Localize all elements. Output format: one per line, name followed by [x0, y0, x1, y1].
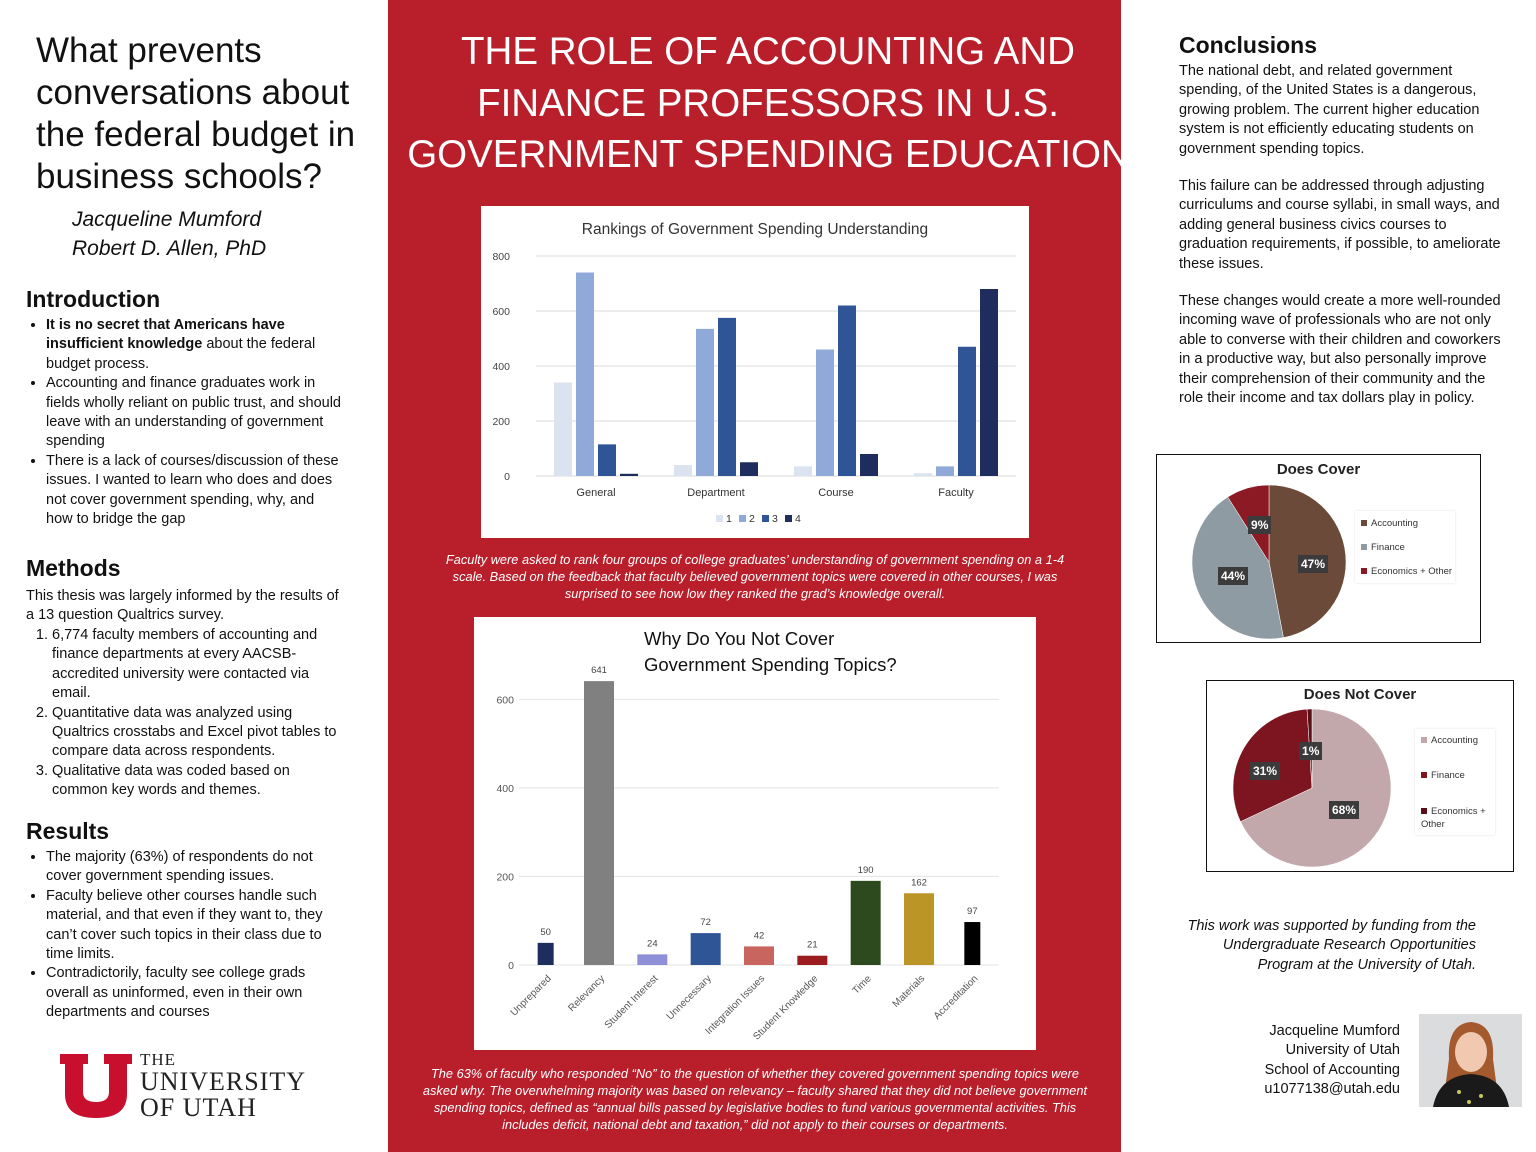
chart2-xtick-label: Materials — [890, 973, 928, 1010]
chart2-bar-student-knowledge — [797, 956, 827, 965]
legend-swatch-econ-other — [1361, 568, 1367, 574]
results-list — [26, 848, 344, 1023]
chart1-ytick-label: 400 — [492, 361, 510, 373]
chart1-legend-swatch-2 — [739, 515, 746, 522]
intro-bullet-2: • Accounting and finance graduates work in fields wholly reliant on public trust, and should leave with an understanding of government spending — [46, 374, 344, 452]
pie2-label-finance-value: 31 — [1253, 764, 1267, 778]
chart2-data-label: 50 — [540, 926, 551, 938]
chart2-ytick-label: 0 — [508, 960, 514, 972]
rankings-chart-box — [481, 206, 1029, 538]
does-cover-legend — [1355, 511, 1455, 583]
legend-label-finance: Finance — [1371, 542, 1405, 553]
author-2: Robert D. Allen, PhD — [72, 237, 267, 260]
pie-label-accounting-value: 47 — [1301, 557, 1315, 571]
legend-label-accounting-2: Accounting — [1431, 735, 1479, 746]
chart2-data-label: 42 — [753, 930, 765, 942]
legend-label-econ-other: Economics + Other — [1371, 566, 1453, 577]
chart1-legend-label-1: 1 — [726, 513, 732, 525]
legend-swatch-accounting-2 — [1421, 737, 1427, 743]
conclusions-paragraph-1: The national debt, and related government spending, of the United States is a dangerous, growing problem. The current higher education system is not efficiently educating students on government spending topics. — [1179, 63, 1480, 157]
does-not-cover-pie-box — [1206, 680, 1514, 872]
chart1-title: Rankings of Government Spending Understanding — [581, 221, 929, 238]
chart1-legend-label-3: 3 — [772, 513, 778, 525]
chart1-bar-faculty-4 — [980, 289, 998, 476]
chart1-bar-course-1 — [794, 466, 812, 476]
author-1: Jacqueline Mumford — [72, 208, 262, 231]
chart1-bar-general-4 — [620, 474, 638, 476]
chart2-bar-student-interest — [637, 954, 667, 965]
pie-label-finance-pct: 44% — [1218, 567, 1248, 585]
chart1-ytick-label: 200 — [492, 416, 510, 428]
chart2-data-label: 97 — [967, 906, 978, 918]
chart2-data-label: 162 — [911, 877, 927, 889]
intro-bullet-1 — [46, 316, 344, 374]
conclusions-paragraph-2: This failure can be addressed through adjusting curriculums and course syllabi, in small ways, and adding general business civics courses to graduation requirements, if possible, to ameliorate these issues. — [1179, 178, 1501, 272]
legend-item-econ-other — [1361, 566, 1452, 577]
legend-label-finance-2: Finance — [1431, 770, 1465, 781]
intro-bullet-1-bold: It is no secret that Americans have insufficient knowledge — [46, 317, 285, 353]
chart1-legend-label-4: 4 — [795, 513, 801, 525]
chart1-bar-course-4 — [860, 454, 878, 476]
chart2-bar-integration-issues — [744, 946, 774, 965]
chart1-xtick-label: Faculty — [938, 487, 974, 499]
pie2-label-accounting-value: 68 — [1332, 803, 1346, 817]
poster-question-title: What prevents conversations about the federal budget in business schools? — [36, 31, 356, 196]
legend-item-accounting — [1361, 518, 1418, 529]
chart1-legend-label-2: 2 — [749, 513, 755, 525]
legend-swatch-finance-2 — [1421, 772, 1427, 778]
contact-email[interactable]: u1077138@utah.edu — [1264, 1081, 1400, 1098]
chart2-data-label: 72 — [700, 917, 711, 929]
conclusions-heading: Conclusions — [1179, 32, 1318, 58]
legend-label-econ-other-2: Economics + Other — [1421, 806, 1486, 830]
chart1-xtick-label: General — [576, 487, 616, 499]
chart2-bar-accreditation — [964, 922, 980, 965]
why-not-cover-bar-chart — [474, 617, 1036, 1050]
funding-acknowledgement: This work was supported by funding from the Undergraduate Research Opportunities Program at the University of Utah. — [1187, 918, 1476, 973]
chart1-bar-course-2 — [816, 350, 834, 477]
chart1-xtick-label: Course — [818, 487, 854, 499]
contact-university: University of Utah — [1285, 1042, 1400, 1059]
chart1-bar-department-2 — [696, 329, 714, 476]
chart2-data-label: 21 — [807, 939, 818, 951]
chart1-xtick-label: Department — [687, 487, 745, 499]
university-u-logo — [58, 1052, 134, 1120]
chart1-legend-swatch-4 — [785, 515, 792, 522]
does-not-cover-legend — [1415, 729, 1495, 835]
legend-label-accounting: Accounting — [1371, 518, 1419, 529]
chart1-bar-course-3 — [838, 306, 856, 477]
logo-text-of-utah: OF UTAH — [140, 1093, 257, 1122]
chart1-bar-general-3 — [598, 444, 616, 476]
methods-heading: Methods — [26, 555, 121, 581]
chart2-ytick-label: 200 — [496, 871, 514, 884]
chart1-ytick-label: 0 — [504, 471, 510, 483]
chart2-data-label: 24 — [647, 938, 658, 950]
results-heading: Results — [26, 818, 110, 844]
chart2-xtick-label: Accreditation — [931, 973, 981, 1023]
pie-label-finance-value: 44 — [1221, 569, 1235, 583]
results-bullet-2: • Faculty believe other courses handle such material, and that even if they want to, they can’t cover such topics in their class due to time limits. — [46, 887, 344, 965]
rankings-caption: Faculty were asked to rank four groups of college graduates’ understanding of government spending on a 1-4 scale. Based on the feedback that faculty believed government topics were covered in other courses, I was surprised to see how low they ranked the grad’s knowledge overall. — [445, 552, 1065, 601]
does-cover-title: Does Cover — [1276, 461, 1361, 478]
does-cover-pie-box — [1156, 454, 1481, 643]
chart2-xtick-label: Unnecessary — [664, 973, 714, 1023]
methods-item-3: 3. Qualitative data was coded based on common key words and themes. — [52, 762, 344, 801]
chart1-legend-swatch-3 — [762, 515, 769, 522]
chart2-bar-time — [851, 881, 881, 965]
chart1-ytick-label: 800 — [492, 251, 510, 263]
chart2-title-line1: Why Do You Not Cover — [644, 628, 835, 649]
introduction-list — [26, 316, 344, 529]
methods-item-2: 2. Quantitative data was analyzed using Qualtrics crosstabs and Excel pivot tables to compare data across respondents. — [52, 704, 344, 762]
results-bullet-1: • The majority (63%) of respondents do not cover government spending issues. — [46, 848, 344, 887]
logo-text-university: UNIVERSITY — [140, 1067, 306, 1096]
chart2-data-label: 641 — [591, 665, 607, 677]
chart2-bar-unnecessary — [691, 933, 721, 965]
results-bullet-3: • Contradictorily, faculty see college grads overall as uninformed, even in their own departments and courses — [46, 964, 344, 1022]
contact-school: School of Accounting — [1264, 1061, 1400, 1078]
legend-item-finance-2 — [1421, 770, 1465, 781]
chart2-xtick-label: Relevancy — [566, 973, 608, 1015]
legend-swatch-econ-other-2 — [1421, 808, 1427, 814]
legend-item-accounting-2 — [1421, 735, 1478, 746]
legend-swatch-finance — [1361, 544, 1367, 550]
chart2-bar-unprepared — [538, 943, 554, 965]
legend-swatch-accounting — [1361, 520, 1367, 526]
chart1-bar-faculty-3 — [958, 347, 976, 476]
chart2-bar-materials — [904, 893, 934, 965]
why-not-cover-chart-box — [474, 617, 1036, 1050]
chart1-bar-general-1 — [554, 383, 572, 477]
chart1-ytick-label: 600 — [492, 306, 510, 318]
chart1-bar-faculty-2 — [936, 466, 954, 476]
contact-name: Jacqueline Mumford — [1269, 1023, 1400, 1039]
poster-main-title: THE ROLE OF ACCOUNTING AND FINANCE PROFESSORS IN U.S. GOVERNMENT SPENDING EDUCATION — [407, 30, 1129, 176]
chart2-xtick-label: Student Knowledge — [751, 973, 821, 1043]
legend-item-finance — [1361, 542, 1405, 553]
author-photo — [1419, 1014, 1522, 1107]
logo-text-the: THE — [140, 1050, 177, 1069]
pie2-label-accounting-pct: 68% — [1329, 801, 1359, 819]
chart2-data-label: 190 — [857, 864, 874, 876]
chart1-legend-swatch-1 — [716, 515, 723, 522]
pie-label-econ-value: 9 — [1251, 518, 1258, 532]
introduction-heading: Introduction — [26, 286, 161, 312]
why-not-cover-caption: The 63% of faculty who responded “No” to the question of whether they covered government spending topics were asked why. The overwhelming majority was based on relevancy – faculty shared that they did not believe government spending topics, defined as “annual bills passed by legislative bodies to fund various governmental activities. This includes deficit, national debt and taxation,” did not apply to their courses or departments. — [422, 1066, 1088, 1132]
pie2-label-econ-value: 1 — [1302, 744, 1309, 758]
chart2-xtick-label: Time — [850, 973, 874, 997]
chart2-xtick-label: Student Interest — [602, 973, 661, 1032]
chart1-bar-department-3 — [718, 318, 736, 476]
rankings-bar-chart — [481, 206, 1029, 538]
chart1-bar-department-4 — [740, 462, 758, 476]
pie2-label-finance-pct: 31% — [1250, 762, 1280, 780]
legend-item-econ-other-2 — [1421, 805, 1491, 831]
chart2-xtick-label: Unprepared — [508, 973, 554, 1019]
intro-bullet-1-rest: about the federal budget process. — [46, 336, 316, 372]
pie2-label-econ-pct: 1% — [1299, 742, 1322, 760]
chart2-ytick-label: 400 — [496, 782, 514, 795]
chart1-bar-department-1 — [674, 465, 692, 476]
methods-lead: This thesis was largely informed by the results of a 13 question Qualtrics survey. — [26, 588, 339, 624]
chart2-title-line2: Government Spending Topics? — [644, 654, 897, 675]
methods-list — [26, 626, 344, 801]
chart2-xtick-label: Integration Issues — [703, 973, 768, 1037]
chart2-bar-relevancy — [584, 681, 614, 965]
contact-block — [1200, 1022, 1400, 1100]
does-not-cover-title: Does Not Cover — [1303, 686, 1417, 703]
chart1-bar-general-2 — [576, 273, 594, 477]
methods-item-1: 1. 6,774 faculty members of accounting and finance departments at every AACSB-accredited university were contacted via email. — [52, 626, 344, 704]
chart2-ytick-label: 600 — [496, 694, 514, 707]
intro-bullet-3: • There is a lack of courses/discussion of these issues. I wanted to learn who does and does not cover government spending, why, and how to bridge the gap — [46, 452, 344, 530]
conclusions-paragraph-3: These changes would create a more well-rounded incoming wave of professionals who are not only able to converse with their children and coworkers in a productive way, but also personally improve their comprehension of their community and the role their income and tax dollars play in policy. — [1179, 293, 1501, 407]
chart1-bar-faculty-1 — [914, 473, 932, 476]
pie-label-econ-pct: 9% — [1248, 516, 1271, 534]
pie-label-accounting-pct: 47% — [1298, 555, 1328, 573]
